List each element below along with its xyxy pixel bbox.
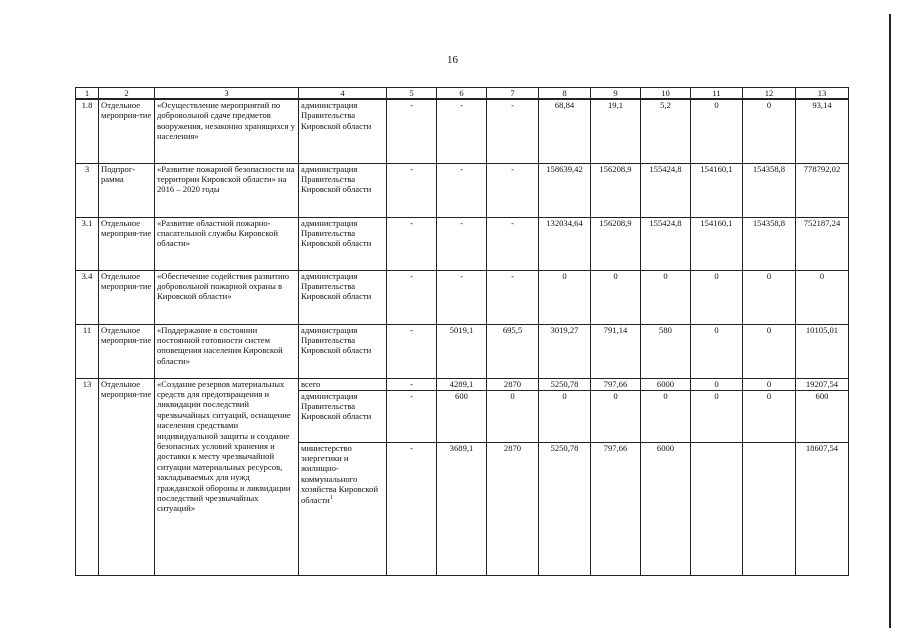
cell-c12: 154358,8	[743, 217, 796, 270]
row-organization: администрация Правительства Кировской области	[299, 217, 387, 270]
organization-text: министерство энергетики и жилищно-коммунального хозяйства Кировской области	[301, 442, 379, 505]
cell-c9: 0	[591, 390, 641, 442]
row-type: Отдельное мероприя-тие	[99, 270, 155, 324]
column-header: 9	[591, 88, 641, 100]
cell-c11: 0	[691, 99, 743, 163]
cell-c9: 19,1	[591, 99, 641, 163]
cell-c6: -	[437, 270, 487, 324]
cell-c7: 2870	[487, 442, 539, 575]
column-header: 10	[641, 88, 691, 100]
cell-c13: 10105,01	[796, 324, 849, 378]
cell-c11: 154160,1	[691, 217, 743, 270]
cell-c10: 155424,8	[641, 163, 691, 217]
cell-c9: 797,66	[591, 378, 641, 390]
row-type: Отдельное мероприя-тие	[99, 324, 155, 378]
row-number: 3.4	[76, 270, 99, 324]
row-organization: администрация Правительства Кировской области	[299, 99, 387, 163]
cell-c5: -	[387, 324, 437, 378]
cell-c12	[743, 442, 796, 575]
cell-c12: 0	[743, 270, 796, 324]
cell-c12: 0	[743, 324, 796, 378]
table-row	[76, 270, 849, 324]
cell-c5: -	[387, 442, 437, 575]
cell-c13: 19207,54	[796, 378, 849, 390]
cell-c12: 154358,8	[743, 163, 796, 217]
row-number: 3	[76, 163, 99, 217]
table-row	[76, 324, 849, 378]
row-type: Отдельное мероприя-тие	[99, 378, 155, 575]
cell-c10: 6000	[641, 442, 691, 575]
row-organization: администрация Правительства Кировской области	[299, 163, 387, 217]
column-header: 13	[796, 88, 849, 100]
cell-c7: 2870	[487, 378, 539, 390]
cell-c5: -	[387, 99, 437, 163]
column-header: 1	[76, 88, 99, 100]
cell-c11: 0	[691, 270, 743, 324]
cell-c5: -	[387, 378, 437, 390]
row-organization: всего	[299, 378, 387, 390]
cell-c9: 156208,9	[591, 217, 641, 270]
cell-c10: 580	[641, 324, 691, 378]
table-row	[76, 378, 849, 390]
row-organization: администрация Правительства Кировской области	[299, 270, 387, 324]
cell-c8: 5250,78	[539, 442, 591, 575]
cell-c6: 4289,1	[437, 378, 487, 390]
cell-c6: -	[437, 99, 487, 163]
header-row	[76, 88, 849, 100]
cell-c13: 93,14	[796, 99, 849, 163]
cell-c6: 5019,1	[437, 324, 487, 378]
cell-c6: -	[437, 217, 487, 270]
cell-c7: 0	[487, 390, 539, 442]
cell-c9: 156208,9	[591, 163, 641, 217]
row-number: 13	[76, 378, 99, 575]
cell-c11: 0	[691, 390, 743, 442]
cell-c8: 132034,64	[539, 217, 591, 270]
cell-c13: 18607,54	[796, 442, 849, 575]
row-name: «Развитие пожарной безопасности на территории Кировской области» на 2016 – 2020 годы	[155, 163, 299, 217]
cell-c7: -	[487, 99, 539, 163]
row-name: «Развитие областной пожарно-спасательной службы Кировской области»	[155, 217, 299, 270]
cell-c13: 0	[796, 270, 849, 324]
cell-c7: -	[487, 270, 539, 324]
table-row	[76, 217, 849, 270]
row-name: «Создание резервов материальных средств для предотвращения и ликвидации последствий чрезвычайных ситуаций, оснащение населения средствами индивидуальной защиты и создание безопасных условий хранения и доставки к месту чрезвычайной ситуации материальных ресурсов, закладываемых для нужд гражданской обороны и ликвидации последствий чрезвычайных ситуаций»	[155, 378, 299, 575]
cell-c5: -	[387, 270, 437, 324]
cell-c8: 158639,42	[539, 163, 591, 217]
cell-c7: -	[487, 217, 539, 270]
cell-c13: 600	[796, 390, 849, 442]
cell-c11: 0	[691, 378, 743, 390]
column-header: 8	[539, 88, 591, 100]
cell-c10: 155424,8	[641, 217, 691, 270]
row-organization: администрация Правительства Кировской области	[299, 390, 387, 442]
column-header: 7	[487, 88, 539, 100]
row-type: Отдельное мероприя-тие	[99, 99, 155, 163]
cell-c12: 0	[743, 390, 796, 442]
row-number: 1.8	[76, 99, 99, 163]
cell-c11	[691, 442, 743, 575]
column-header: 12	[743, 88, 796, 100]
cell-c5: -	[387, 163, 437, 217]
margin-rule	[889, 14, 891, 628]
cell-c7: -	[487, 163, 539, 217]
cell-c6: 3689,1	[437, 442, 487, 575]
cell-c12: 0	[743, 378, 796, 390]
cell-c5: -	[387, 217, 437, 270]
cell-c7: 695,5	[487, 324, 539, 378]
row-type: Отдельное мероприя-тие	[99, 217, 155, 270]
cell-c6: 600	[437, 390, 487, 442]
cell-c10: 0	[641, 270, 691, 324]
cell-c10: 5,2	[641, 99, 691, 163]
cell-c13: 752187,24	[796, 217, 849, 270]
row-organization	[299, 442, 387, 575]
cell-c9: 797,66	[591, 442, 641, 575]
cell-c9: 0	[591, 270, 641, 324]
row-organization: администрация Правительства Кировской области	[299, 324, 387, 378]
footnote-mark: 1	[329, 494, 333, 501]
column-header: 2	[99, 88, 155, 100]
cell-c11: 0	[691, 324, 743, 378]
column-header: 4	[299, 88, 387, 100]
cell-c8: 68,84	[539, 99, 591, 163]
row-number: 11	[76, 324, 99, 378]
row-type: Подпрог-рамма	[99, 163, 155, 217]
column-header: 6	[437, 88, 487, 100]
row-name: «Обеспечение содействия развитию добровольной пожарной охраны в Кировской области»	[155, 270, 299, 324]
column-header: 3	[155, 88, 299, 100]
column-header: 5	[387, 88, 437, 100]
cell-c10: 6000	[641, 378, 691, 390]
row-name: «Поддержание в состоянии постоянной готовности систем оповещения населения Кировской области»	[155, 324, 299, 378]
page-number: 16	[447, 54, 458, 66]
cell-c8: 5250,78	[539, 378, 591, 390]
row-name: «Осуществление мероприятий по добровольной сдаче предметов вооружения, незаконно хранящихся у населения»	[155, 99, 299, 163]
cell-c10: 0	[641, 390, 691, 442]
row-number: 3.1	[76, 217, 99, 270]
cell-c8: 0	[539, 270, 591, 324]
cell-c11: 154160,1	[691, 163, 743, 217]
table-row	[76, 99, 849, 163]
cell-c13: 778792,02	[796, 163, 849, 217]
program-table	[75, 87, 849, 576]
column-header: 11	[691, 88, 743, 100]
cell-c9: 791,14	[591, 324, 641, 378]
table-row	[76, 163, 849, 217]
cell-c6: -	[437, 163, 487, 217]
cell-c5: -	[387, 390, 437, 442]
cell-c12: 0	[743, 99, 796, 163]
cell-c8: 3019,27	[539, 324, 591, 378]
cell-c8: 0	[539, 390, 591, 442]
